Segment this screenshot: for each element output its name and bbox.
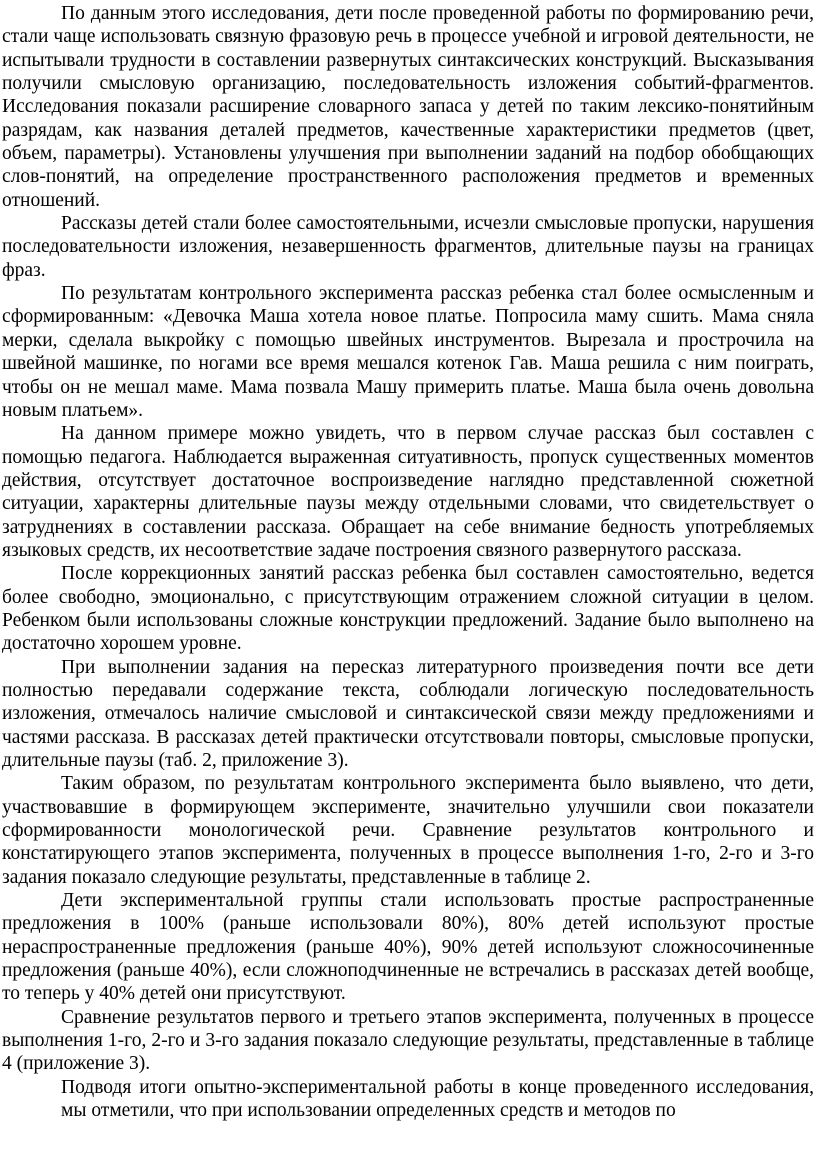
paragraph-6: При выполнении задания на пересказ литературного произведения почти все дети полностью передавали содержание текста, соблюдали логическую последовательность изложения, отмечалось наличие смысловой и синтаксической связи между предложениями и частями рассказа. В рассказах детей практически отсутствовали повторы, смысловые пропуски, длительные паузы (таб. 2, приложение 3). xyxy=(2,656,814,771)
paragraph-9: Сравнение результатов первого и третьего этапов эксперимента, полученных в процессе выполнения 1-го, 2-го и 3-го задания показало следующие результаты, представленные в таблице 4 (приложение 3). xyxy=(2,1006,814,1075)
paragraph-10: Подводя итоги опытно-экспериментальной работы в конце проведенного исследования, мы отметили, что при использовании определенных средств и методов по xyxy=(61,1076,814,1122)
paragraph-3: По результатам контрольного эксперимента рассказ ребенка стал более осмысленным и сформированным: «Девочка Маша хотела новое платье. Попросила маму сшить. Мама сняла мерки, сделала выкройку с помощью швейных инструментов. Вырезала и прострочила на швейной машинке, по ногами все время мешался котенок Гав. Маша решила с ним поиграть, чтобы он не мешал маме. Мама позвала Машу примерить платье. Маша была очень довольна новым платьем». xyxy=(2,283,814,421)
paragraph-8: Дети экспериментальной группы стали использовать простые распространенные предложения в 100% (раньше использовали 80%), 80% детей используют простые нераспространенные предложения (раньше 40%), 90% детей используют сложносочиненные предложения (раньше 40%), если сложноподчиненные не встречались в рассказах детей вообще, то теперь у 40% детей они присутствуют. xyxy=(2,890,814,1005)
paragraph-1: По данным этого исследования, дети после проведенной работы по формированию речи, стали чаще использовать связную фразовую речь в процессе учебной и игровой деятельности, не испытывали трудности в составлении развернутых синтаксических конструкций. Высказывания получили смысловую организацию, последовательность изложения событий-фрагментов. Исследования показали расширение словарного запаса у детей по таким лексико-понятийным разрядам, как названия деталей предметов, качественные характеристики предметов (цвет, объем, параметры). Установлены улучшения при выполнении заданий на подбор обобщающих слов-понятий, на определение пространственного расположения предметов и временных отношений. xyxy=(2,3,814,211)
paragraph-2: Рассказы детей стали более самостоятельными, исчезли смысловые пропуски, нарушения последовательности изложения, незавершенность фрагментов, длительные паузы на границах фраз. xyxy=(2,213,814,281)
paragraph-4: На данном примере можно увидеть, что в первом случае рассказ был составлен с помощью педагога. Наблюдается выраженная ситуативность, пропуск существенных моментов действия, отсутствует достаточное воспроизведение наглядно представленной сюжетной ситуации, характерны длительные паузы между отдельными словами, что свидетельствует о затруднениях в составлении рассказа. Обращает на себе внимание бедность употребляемых языковых средств, их несоответствие задаче построения связного развернутого рассказа. xyxy=(2,423,814,561)
paragraph-5: После коррекционных занятий рассказ ребенка был составлен самостоятельно, ведется более свободно, эмоционально, с присутствующим отражением сложной ситуации в целом. Ребенком были использованы сложные конструкции предложений. Задание было выполнено на достаточно хорошем уровне. xyxy=(2,563,814,655)
paragraph-7: Таким образом, по результатам контрольного эксперимента было выявлено, что дети, участвовавшие в формирующем эксперименте, значительно улучшили свои показатели сформированности монологической речи. Сравнение результатов контрольного и констатирующего этапов эксперимента, полученных в процессе выполнения 1-го, 2-го и 3-го задания показало следующие результаты, представленные в таблице 2. xyxy=(2,773,814,888)
